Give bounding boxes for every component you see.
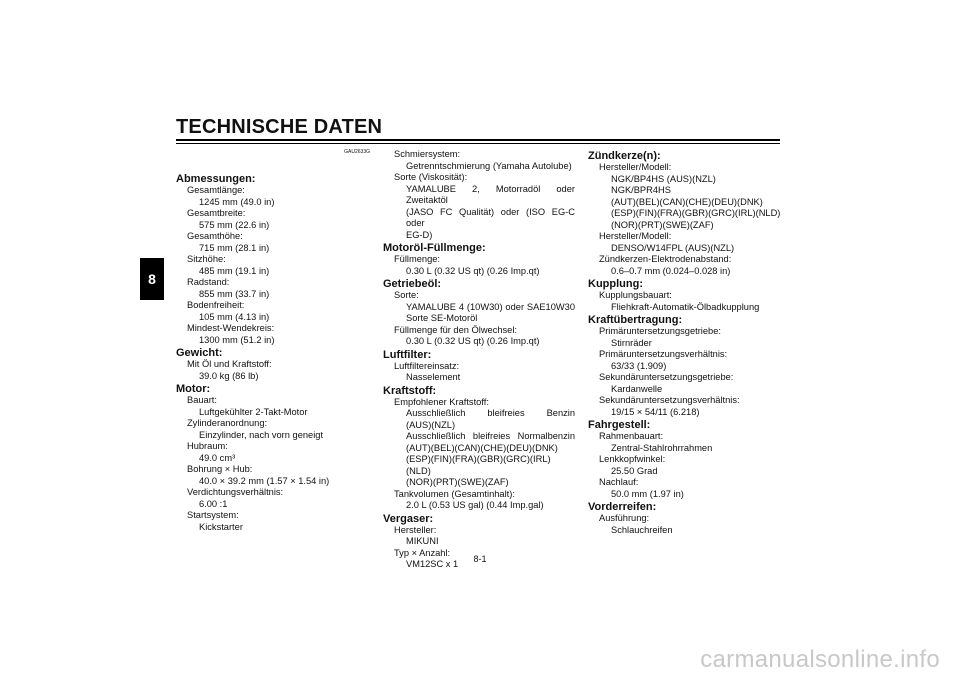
spec-value: 6.00 :1 — [199, 498, 228, 509]
spec-label: Primäruntersetzungsgetriebe: — [599, 326, 721, 336]
spec-column-2 — [383, 149, 575, 571]
spec-label: Hubraum: — [187, 441, 228, 451]
spec-label: Sitzhöhe: — [187, 254, 226, 264]
spec-value: Luftgekühlter 2-Takt-Motor — [199, 406, 308, 417]
spec-value: 105 mm (4.13 in) — [199, 311, 270, 322]
spec-value: 575 mm (22.6 in) — [199, 219, 270, 230]
spec-value: (AUS)(NZL) — [406, 419, 456, 430]
spec-value: YAMALUBE 2, Motorradöl oder Zweitaktöl — [406, 183, 575, 205]
page-number: 8-1 — [473, 554, 487, 564]
spec-value: (ESP)(FIN)(FRA)(GBR)(GRC)(IRL)(NLD) — [406, 454, 551, 476]
spec-label: Hersteller/Modell: — [599, 162, 672, 172]
spec-label: Startsystem: — [187, 510, 239, 520]
spec-label: Gesamtbreite: — [187, 208, 246, 218]
spec-label: Schmiersystem: — [394, 149, 461, 159]
spec-label: Bodenfreiheit: — [187, 300, 245, 310]
spec-value: 1245 mm (49.0 in) — [199, 196, 275, 207]
spec-label: Luftfiltereinsatz: — [394, 360, 460, 371]
section-heading: Fahrgestell: — [588, 419, 651, 431]
section-heading: Getriebeöl: — [383, 278, 442, 290]
spec-value: Nasselement — [406, 372, 461, 382]
spec-label: Gesamtlänge: — [187, 185, 245, 195]
spec-value: NGK/BP4HS (AUS)(NZL) — [611, 173, 716, 184]
spec-value: 25.50 Grad — [611, 465, 658, 476]
spec-value: (AUT)(BEL)(CAN)(CHE)(DEU)(DNK) — [611, 196, 763, 207]
spec-label: Bauart: — [187, 395, 217, 405]
spec-value: Kickstarter — [199, 521, 243, 532]
spec-label: Sorte: — [394, 290, 419, 300]
spec-value: 715 mm (28.1 in) — [199, 242, 270, 253]
section-heading: Kraftübertragung: — [588, 314, 683, 326]
spec-label: Mindest-Wendekreis: — [187, 323, 275, 333]
spec-value: 49.0 cm³ — [199, 452, 236, 463]
spec-value: EG-D) — [406, 229, 433, 240]
spec-label: Typ × Anzahl: — [394, 547, 451, 558]
spec-value: (NOR)(PRT)(SWE)(ZAF) — [406, 477, 509, 487]
spec-label: Radstand: — [187, 277, 230, 287]
spec-value: 63/33 (1.909) — [611, 360, 667, 371]
spec-value: (ESP)(FIN)(FRA)(GBR)(GRC)(IRL)(NLD) — [611, 208, 781, 218]
section-heading: Gewicht: — [176, 347, 223, 359]
spec-value: Kardanwelle — [611, 383, 663, 394]
page-title: TECHNISCHE DATEN — [176, 116, 383, 138]
spec-value: 19/15 × 54/11 (6.218) — [611, 406, 700, 417]
spec-value: DENSO/W14FPL (AUS)(NZL) — [611, 242, 735, 253]
spec-label: Mit Öl und Kraftstoff: — [187, 359, 272, 369]
spec-value: 2.0 L (0.53 US gal) (0.44 Imp.gal) — [406, 500, 544, 510]
spec-value: Ausschließlich bleifreies Benzin — [406, 408, 575, 418]
spec-label: Bohrung × Hub: — [187, 464, 253, 474]
spec-label: Ausführung: — [599, 513, 650, 523]
section-heading: Kraftstoff: — [383, 384, 437, 397]
spec-column-3 — [588, 149, 788, 536]
spec-value: 0.6–0.7 mm (0.024–0.028 in) — [611, 265, 731, 276]
spec-value: (NOR)(PRT)(SWE)(ZAF) — [611, 219, 714, 230]
section-heading: Luftfilter: — [383, 348, 432, 361]
spec-label: Nachlauf: — [599, 477, 639, 487]
spec-value: 39.0 kg (86 lb) — [199, 370, 259, 381]
section-heading: Vorderreifen: — [588, 501, 657, 513]
spec-value: Getrenntschmierung (Yamaha Autolube) — [406, 160, 572, 171]
spec-value: VM12SC x 1 — [406, 559, 459, 569]
spec-label: Empfohlener Kraftstoff: — [394, 396, 489, 407]
section-heading: Vergaser: — [383, 512, 434, 525]
section-heading: Abmessungen: — [176, 173, 256, 185]
code-spacer — [176, 158, 372, 172]
spec-value: 485 mm (19.1 in) — [199, 265, 270, 276]
spec-label: Primäruntersetzungsverhältnis: — [599, 349, 728, 359]
spec-value: Sorte SE-Motoröl — [406, 313, 478, 323]
spec-label: Verdichtungsverhältnis: — [187, 487, 284, 497]
spec-label: Zylinderanordnung: — [187, 418, 268, 428]
spec-label: Zündkerzen-Elektrodenabstand: — [599, 254, 732, 264]
chapter-tab: 8 — [140, 258, 164, 300]
watermark: carmanualsonline.info — [700, 646, 940, 673]
spec-label: Gesamthöhe: — [187, 231, 243, 241]
spec-label: Lenkkopfwinkel: — [599, 454, 666, 464]
section-heading: Kupplung: — [588, 278, 643, 290]
spec-value: 0.30 L (0.32 US qt) (0.26 Imp.qt) — [406, 265, 540, 276]
spec-value: 50.0 mm (1.97 in) — [611, 488, 684, 499]
spec-label: Füllmenge: — [394, 254, 440, 264]
spec-column-1 — [176, 149, 372, 533]
spec-label: Füllmenge für den Ölwechsel: — [394, 324, 517, 335]
spec-value: 0.30 L (0.32 US qt) (0.26 Imp.qt) — [406, 336, 540, 346]
spec-label: Sekundäruntersetzungsverhältnis: — [599, 395, 740, 405]
section-heading: Motor: — [176, 383, 211, 395]
spec-value: 855 mm (33.7 in) — [199, 288, 270, 299]
spec-value: NGK/BPR4HS — [611, 185, 671, 195]
spec-value: Einzylinder, nach vorn geneigt — [199, 429, 324, 440]
reference-code: GAU2633G — [344, 149, 370, 155]
spec-label: Sorte (Viskosität): — [394, 172, 468, 182]
spec-value: (AUT)(BEL)(CAN)(CHE)(DEU)(DNK) — [406, 442, 558, 453]
spec-value: Fliehkraft-Automatik-Ölbadkupplung — [611, 301, 760, 312]
spec-value: Ausschließlich bleifreies Normalbenzin — [406, 431, 575, 441]
title-rule-thin — [176, 143, 780, 144]
spec-value: Schlauchreifen — [611, 524, 673, 535]
spec-label: Hersteller: — [394, 524, 437, 535]
spec-label: Rahmenbauart: — [599, 431, 664, 441]
spec-value: 40.0 × 39.2 mm (1.57 × 1.54 in) — [199, 475, 330, 486]
title-rule — [176, 139, 780, 141]
spec-label: Sekundäruntersetzungsgetriebe: — [599, 372, 734, 382]
spec-value: YAMALUBE 4 (10W30) oder SAE10W30 — [406, 301, 575, 312]
spec-value: MIKUNI — [406, 536, 439, 546]
spec-label: Kupplungsbauart: — [599, 290, 672, 300]
spec-value: (JASO FC Qualität) oder (ISO EG-C oder — [406, 206, 575, 228]
spec-value: 1300 mm (51.2 in) — [199, 334, 275, 345]
section-heading: Motoröl-Füllmenge: — [383, 242, 486, 254]
spec-value: Stirnräder — [611, 337, 652, 348]
spec-label: Hersteller/Modell: — [599, 231, 672, 241]
section-heading: Zündkerze(n): — [588, 150, 661, 162]
spec-value: Zentral-Stahlrohrrahmen — [611, 442, 713, 453]
spec-label: Tankvolumen (Gesamtinhalt): — [394, 488, 515, 499]
